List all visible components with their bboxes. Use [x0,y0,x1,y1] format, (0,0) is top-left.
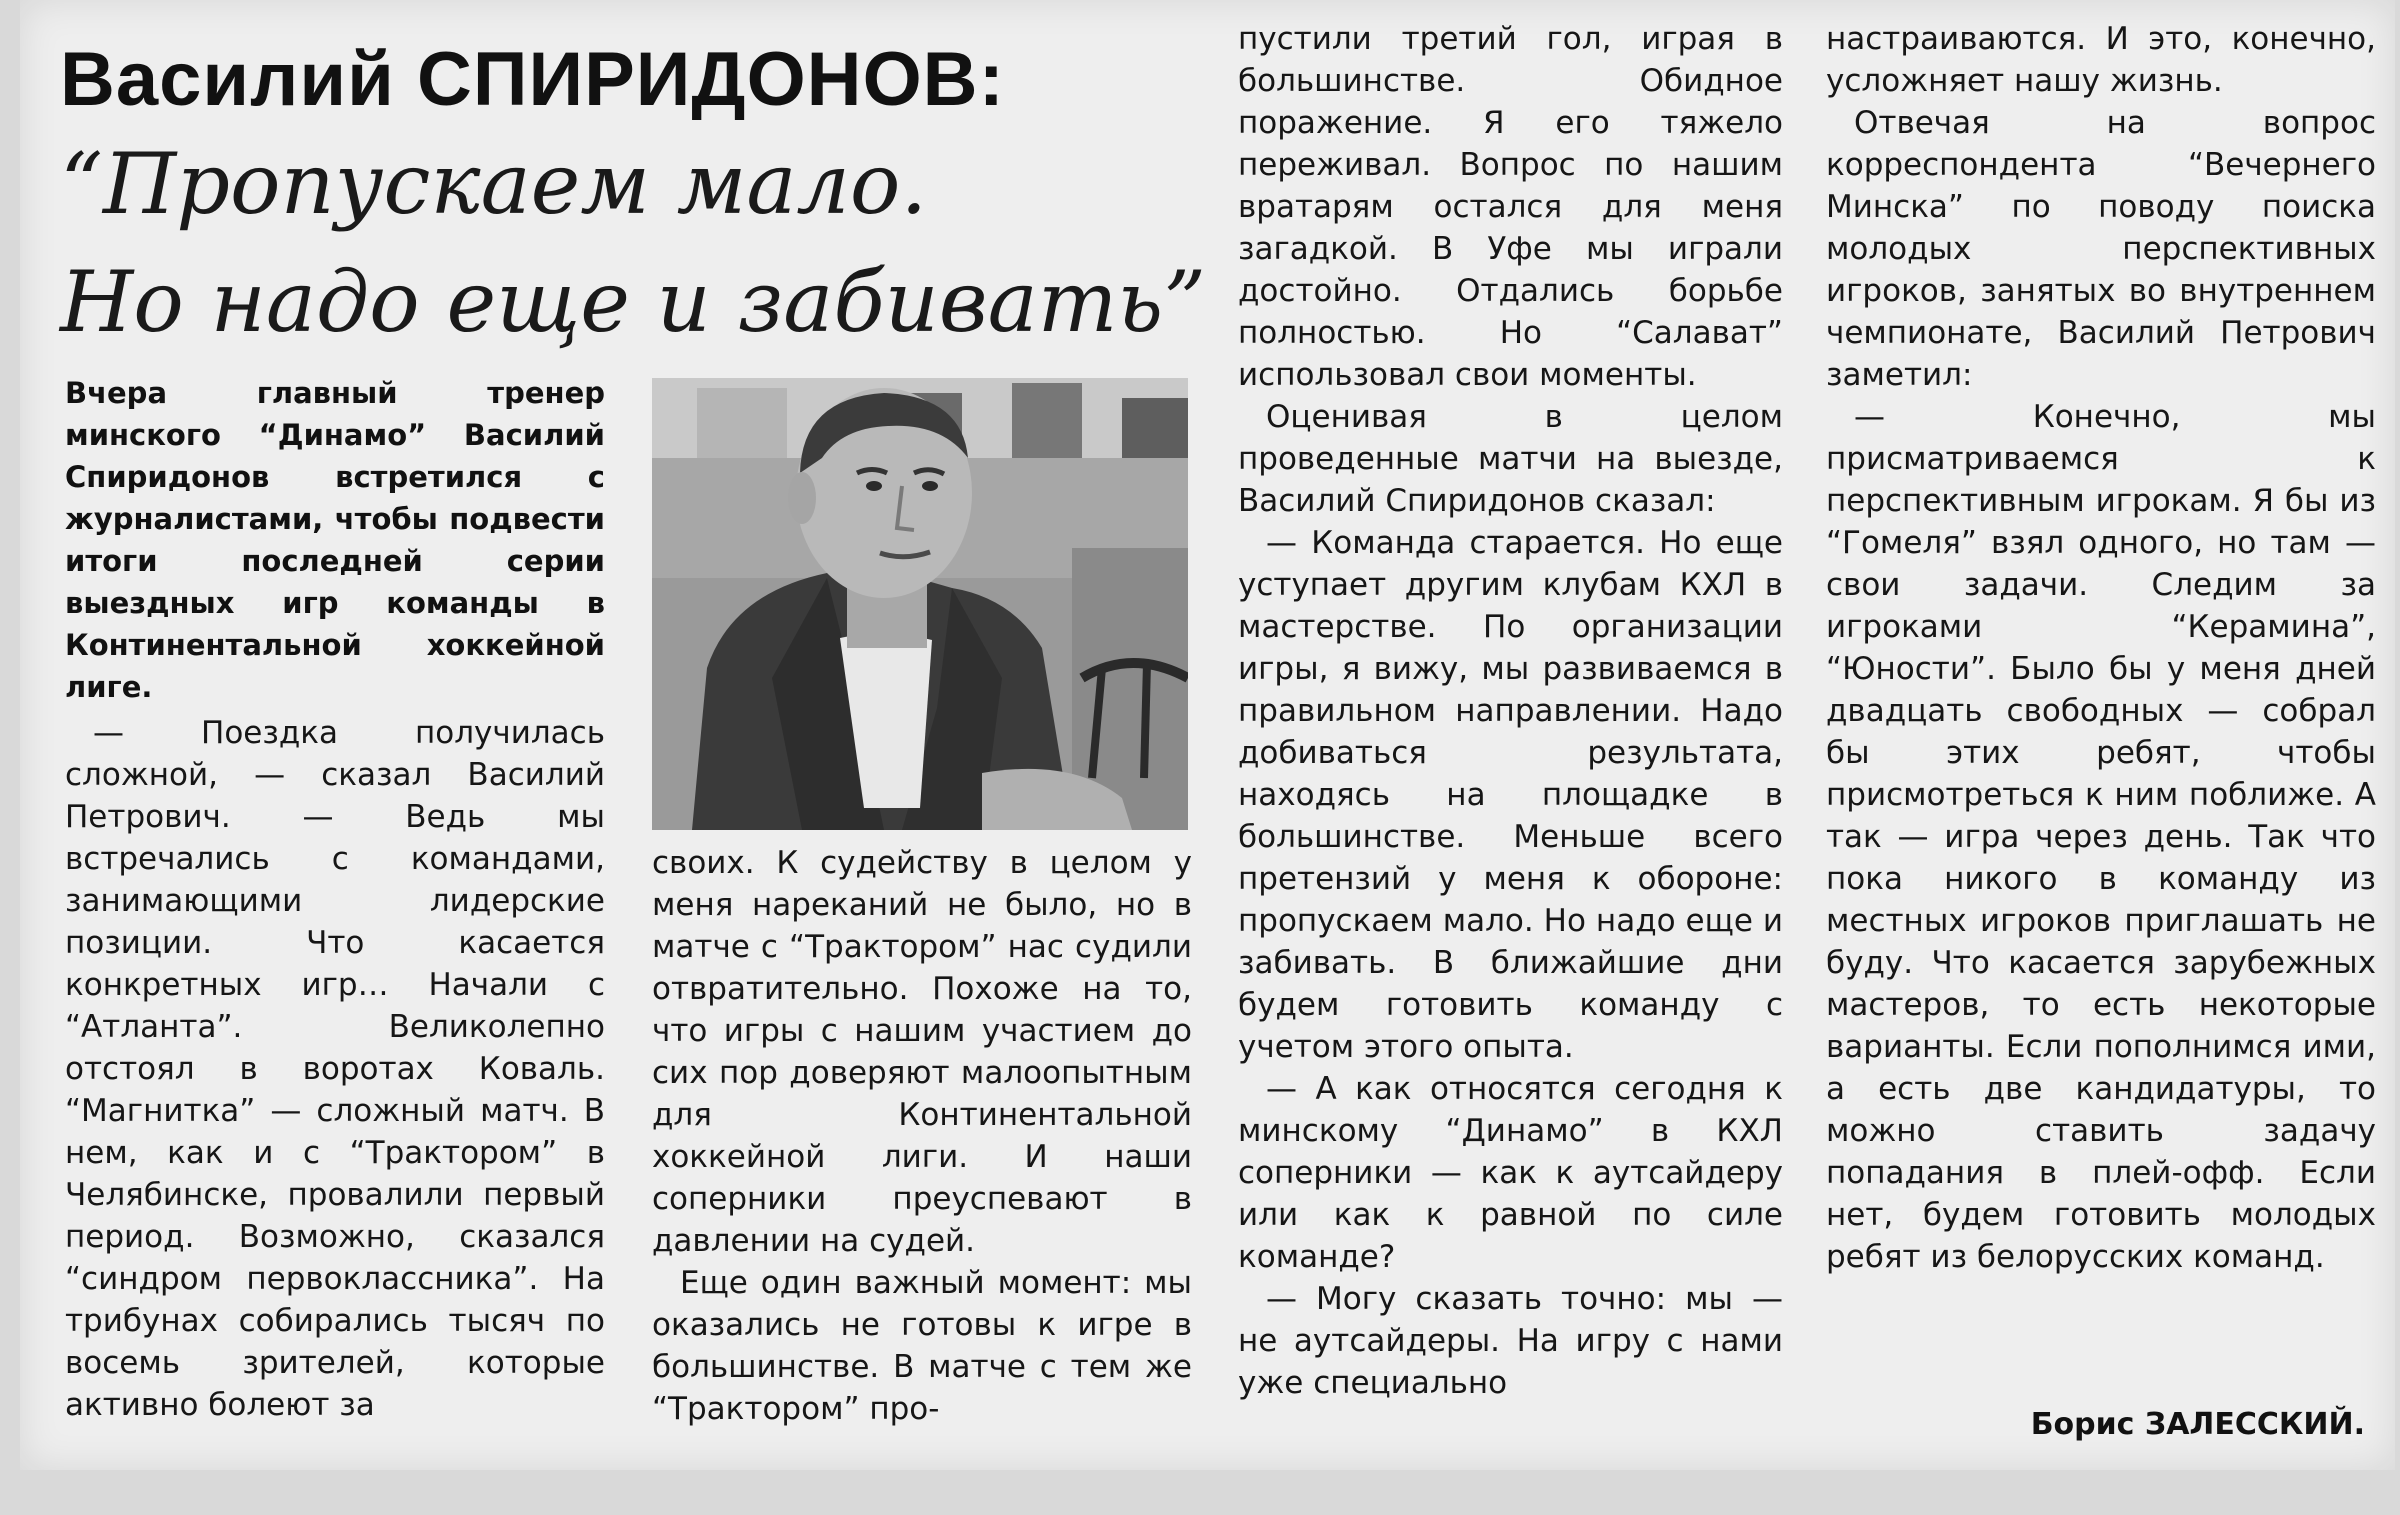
quote-line-2: Но надо еще и забивать” [60,253,1207,351]
quote-title [60,125,1230,361]
paragraph: Отвечая на вопрос корреспондента “Вечернего Минска” по поводу поиска молодых перспективных игроков, занятых во внутреннем чемпионате, Василий Петрович заметил: [1826,105,2376,393]
headline: Василий СПИРИДОНОВ: [60,37,1005,122]
portrait-photo [652,378,1188,830]
column-1 [65,712,605,1426]
paragraph: Оценивая в целом проведенные матчи на выезде, Василий Спиридонов сказал: [1238,399,1783,519]
column-3 [1238,18,1783,1404]
paragraph: своих. К судейству в целом у меня нареканий не было, но в матче с “Трактором” нас судили отвратительно. Похоже на то, что игры с нашим участием до сих пор доверяют малоопытным для Континентальной хоккейной лиги. И наши соперники преуспевают в давлении на судей. [652,845,1192,1259]
column-4 [1826,18,2376,1278]
quote-line-1: “Пропускаем мало. [60,135,928,233]
paragraph: — А как относятся сегодня к минскому “Динамо” в КХЛ соперники — как к аутсайдеру или как к равной по силе команде? [1238,1071,1783,1275]
column-2 [652,842,1192,1430]
byline: Борис ЗАЛЕССКИЙ. [2030,1407,2365,1442]
paragraph: — Могу сказать точно: мы — не аутсайдеры. На игру с нами уже специально [1238,1281,1783,1401]
paragraph: — Конечно, мы присматриваемся к перспективным игрокам. Я бы из “Гомеля” взял одного, но там — свои задачи. Следим за игроками “Керамина”, “Юности”. Было бы у меня дней двадцать свободных — собрал бы этих ребят, чтобы присмотреться к ним поближе. А так — игра через день. Так что пока никого в команду из местных игроков приглашать не буду. Что касается зарубежных мастеров, то есть некоторые варианты. Если пополнимся ими, а есть две кандидатуры, то можно ставить задачу попадания в плей-офф. Если нет, будем готовить молодых ребят из белорусских команд. [1826,399,2376,1275]
paragraph: — Команда старается. Но еще уступает другим клубам КХЛ в мастерстве. По организации игры, я вижу, мы развиваемся в правильном направлении. Надо добиваться результата, находясь на площадке в большинстве. Меньше всего претензий у меня к обороне: пропускаем мало. Но надо еще и забивать. В ближайшие дни будем готовить команду с учетом этого опыта. [1238,525,1783,1065]
lead-paragraph: Вчера главный тренер минского “Динамо” Василий Спиридонов встретился с журналистами, чтобы подвести итоги последней серии выездных игр команды в Континентальной хоккейной лиге. [65,376,605,704]
paragraph: настраиваются. И это, конечно, усложняет нашу жизнь. [1826,21,2376,99]
paragraph: — Поездка получилась сложной, — сказал Василий Петрович. — Ведь мы встречались с командами, занимающими лидерские позиции. Что касается конкретных игр… Начали с “Атланта”. Великолепно отстоял в воротах Коваль. “Магнитка” — сложный матч. В нем, как и с “Трактором” в Челябинске, провалили первый период. Возможно, сказался “синдром первоклассника”. На трибунах собирались тысяч по восемь зрителей, которые активно болеют за [65,715,605,1423]
paragraph: пустили третий гол, играя в большинстве. Обидное поражение. Я его тяжело переживал. Вопрос по нашим вратарям остался для меня загадкой. В Уфе мы играли достойно. Отдались борьбе полностью. Но “Салават” использовал свои моменты. [1238,21,1783,393]
paragraph: Еще один важный момент: мы оказались не готовы к игре в большинстве. В матче с тем же “Трактором” про- [652,1265,1192,1427]
